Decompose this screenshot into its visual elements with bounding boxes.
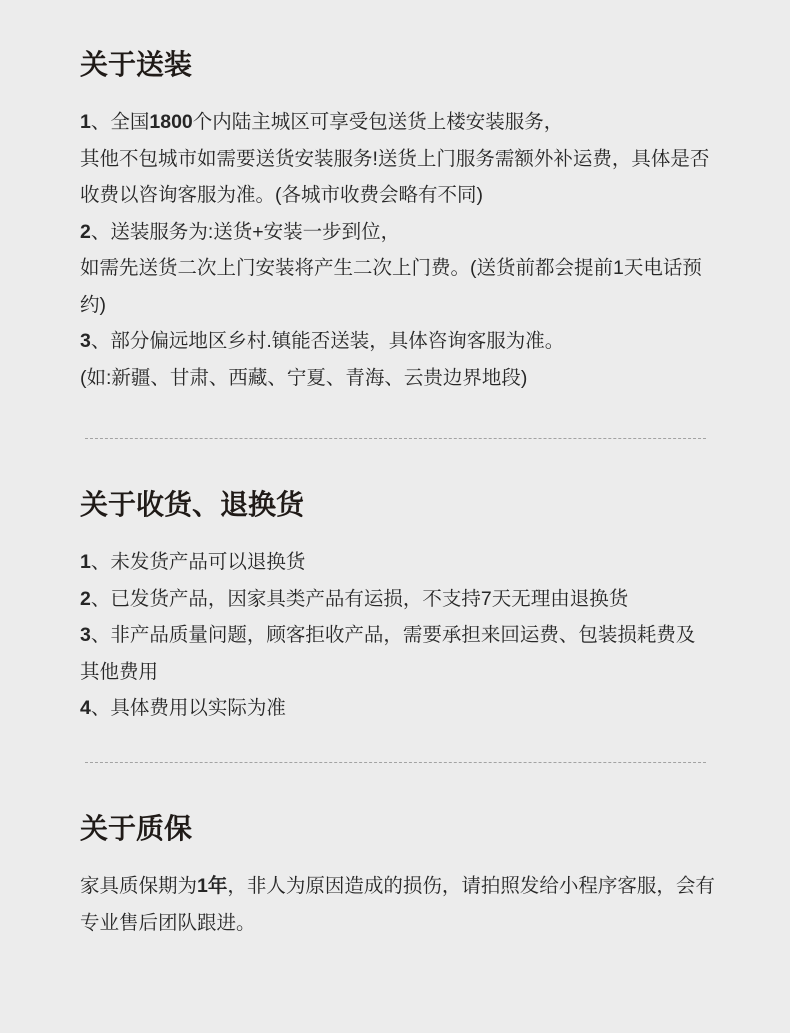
returns-line <box>80 690 695 727</box>
city-count: 1800 <box>149 111 193 133</box>
returns-section <box>80 485 695 727</box>
delivery-line <box>80 250 709 287</box>
line-text: 、未发货产品可以退换货 <box>90 551 306 573</box>
delivery-body <box>80 104 709 396</box>
delivery-line <box>80 323 709 360</box>
line-text: 、送装服务为:送货+安装一步到位， <box>90 220 401 243</box>
delivery-line <box>80 360 709 397</box>
line-text: (如:新疆、甘肃、西藏、宁夏、青海、云贵边界地段) <box>80 366 528 389</box>
line-text: 其他费用 <box>80 660 159 683</box>
dashed-divider <box>85 438 706 439</box>
warranty-section <box>80 809 715 941</box>
item-number: 2 <box>80 587 91 610</box>
line-text: 、已发货产品，因家具类产品有运损，不支持7天无理由退换货 <box>90 587 629 610</box>
delivery-title: 关于送装 <box>80 49 193 80</box>
delivery-line <box>80 141 709 178</box>
delivery-line <box>80 177 709 214</box>
warranty-period: 1年 <box>197 875 228 897</box>
line-text: 其他不包城市如需要送货安装服务!送货上门服务需额外补运费，具体是否 <box>80 147 710 170</box>
line-text: 、具体费用以实际为准 <box>90 697 286 719</box>
returns-body <box>80 544 695 727</box>
line-text: 家具质保期为 <box>80 875 198 897</box>
delivery-section <box>80 45 709 396</box>
line-text: 专业售后团队跟进。 <box>80 911 256 934</box>
warranty-line <box>80 905 715 942</box>
item-number: 2 <box>80 220 91 243</box>
delivery-line <box>80 104 709 141</box>
line-text: 个内陆主城区可享受包送货上楼安装服务， <box>192 111 564 133</box>
returns-line <box>80 654 695 691</box>
warranty-title: 关于质保 <box>80 813 193 844</box>
line-text: ，非人为原因造成的损伤，请拍照发给小程序客服，会有 <box>227 875 715 897</box>
delivery-line <box>80 214 709 251</box>
warranty-body <box>80 868 715 941</box>
returns-line <box>80 617 695 654</box>
item-number: 3 <box>80 330 91 352</box>
item-number: 3 <box>80 624 91 646</box>
item-number: 1 <box>80 111 91 133</box>
warranty-line <box>80 868 715 905</box>
returns-line <box>80 581 695 618</box>
item-number: 4 <box>80 697 91 719</box>
item-number: 1 <box>80 551 91 573</box>
returns-title: 关于收货、退换货 <box>80 489 305 520</box>
dashed-divider <box>85 762 706 763</box>
delivery-line <box>80 287 709 324</box>
line-text: 约) <box>80 293 106 316</box>
line-text: 、部分偏远地区乡村.镇能否送装，具体咨询客服为准。 <box>90 330 565 352</box>
line-text: 、非产品质量问题，顾客拒收产品，需要承担来回运费、包装损耗费及 <box>90 624 696 646</box>
line-text: 、全国 <box>90 111 150 133</box>
returns-line <box>80 544 695 581</box>
line-text: 如需先送货二次上门安装将产生二次上门费。(送货前都会提前1天电话预 <box>80 257 702 279</box>
line-text: 收费以咨询客服为准。(各城市收费会略有不同) <box>80 184 483 206</box>
